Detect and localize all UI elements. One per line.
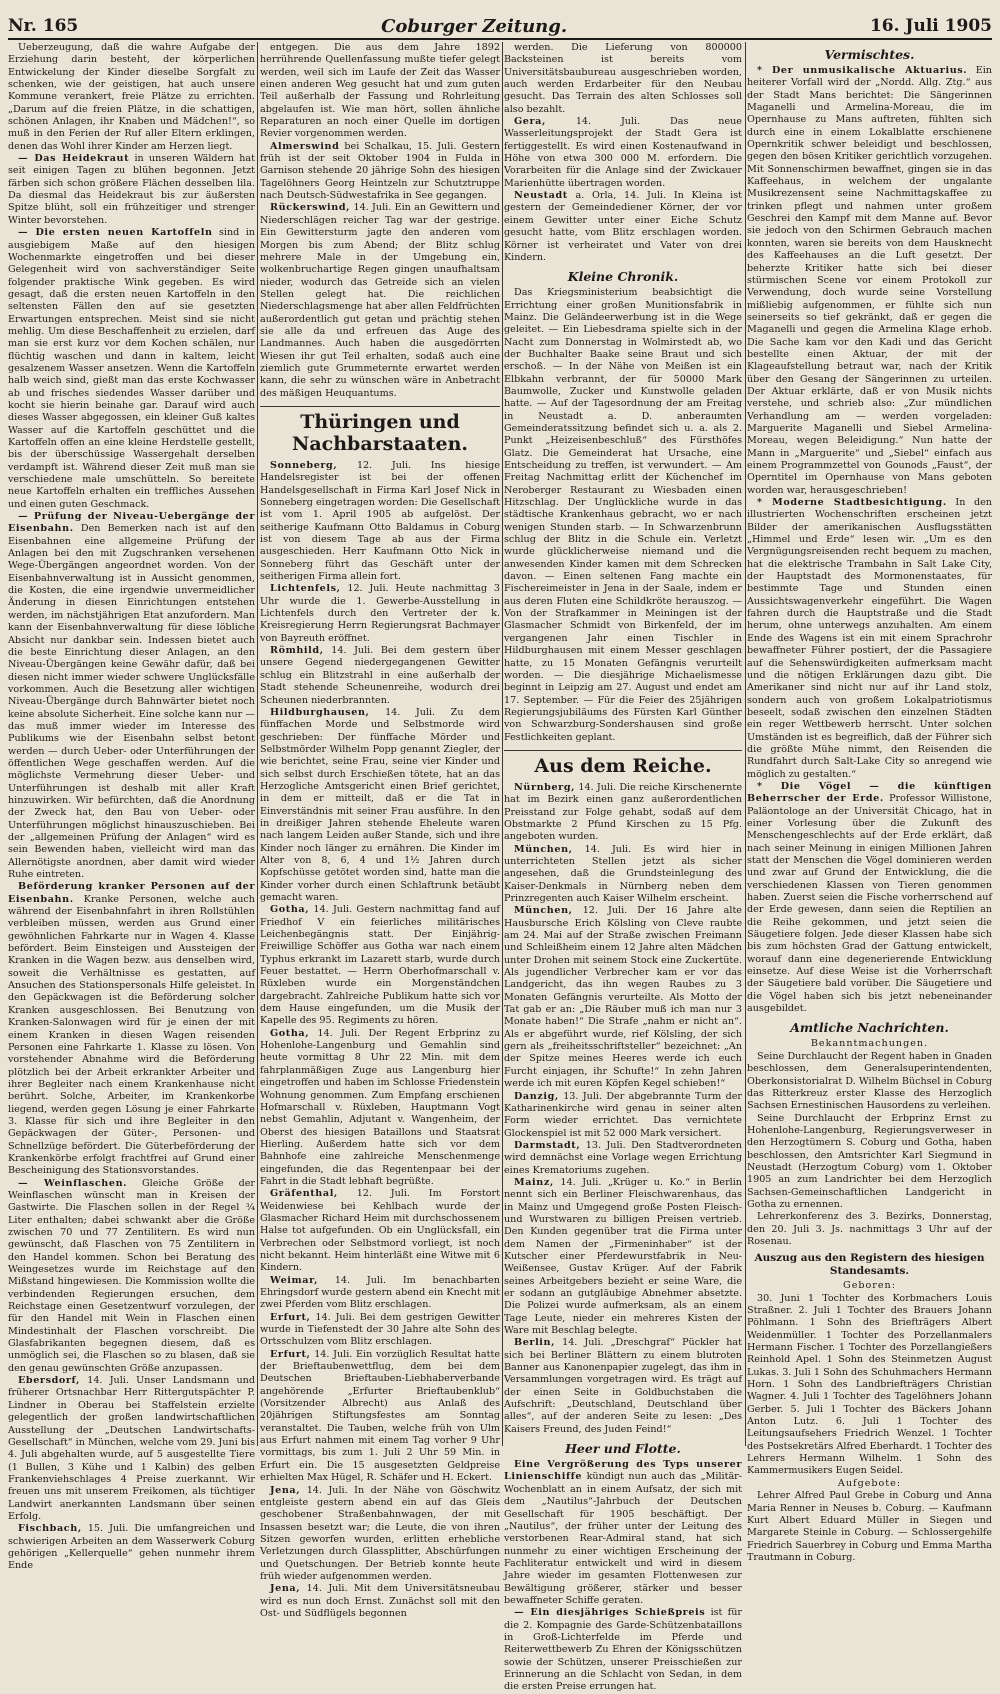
article-keyword: Sonneberg, — [270, 459, 338, 471]
article-keyword: Mainz, — [514, 1176, 554, 1188]
article-text: 12. Juli. Im Forstort Weidenwiese bei Kehlbach wurde der Glasmacher Richard Heim mit durchschossenem Halse tot aufgefunden. Ob ein Unglücksfall, ein Verbrechen oder Selbstmord vorliegt, ist noch nicht bekannt. Heim hinterläßt eine Witwe mit 6 Kindern. — [260, 1188, 500, 1274]
article-text: Kranke Personen, welche auch während der Eisenbahnfahrt in ihren Rollstühlen verbleiben müssen, werden aus Grund einer gewöhnlichen Fahrkarte nur in Wagen 4. Klasse befördert. Beim Einsteigen und Aussteigen der Kranken in die Wagen bezw. aus denselben wird, soweit die Verhältnisse es gestatten, auf Ansuchen des Stationspersonals Hilfe geleistet. In den Gepäckwagen ist die Beförderung solcher Kranken ausgeschlossen. Bei Benutzung von Kranken-Salonwagen wird für je einen der mit einem Kranken in diesen Wagen reisenden Personen eine Fahrkarte 1. Klasse zu lösen. Von vorstehender Abnahme wird die Beförderung plötzlich bei der Arbeit erkrankter Arbeiter und ihrer Begleiter nach einem Krankenhause nicht berührt. Solche, Arbeiter, im Krankenkorbe liegend, werden gegen Lösung je einer Fahrkarte 3. Klasse für sich und ihre Begleiter in den Gepäckwagen der Güter-, Personen- und Schnellzüge befördert. Die Güterbeförderung der Krankenkörbe erfolgt frachtfrei auf Grund einer Bescheinigung des Stationsvorstandes. — [8, 893, 255, 1177]
article-text: 14. Juli. In der Nähe von Göschwitz entgleiste gestern abend ein auf das Gleis geschobener Straßenbahnwagen, der mit Insassen besetzt war; die Leute, die von ihren Sitzen geworfen wurden, erlitten erhebliche Verletzungen durch Glassplitter, Abschürfungen und Quetschungen. Der Betrieb konnte heute früh wieder aufgenommen werden. — [260, 1484, 500, 1582]
article-keyword: Lichtenfels, — [270, 583, 341, 595]
article-paragraph — [747, 781, 992, 1016]
article-paragraph: Seine Durchlaucht der Erbprinz Ernst zu Hohenlohe-Langenburg, Regierungsverweser in den Herzogtümern S. Coburg und Gotha, haben beschlossen, den Amtsrichter Karl Siegmund in Neustadt (Herzogtum Coburg) vom 1. Oktober 1905 an zum Landrichter bei dem Herzoglich Sachsen-Gemeinschaftlichen Landgericht in Gotha zu ernennen. — [747, 1112, 992, 1210]
article-paragraph — [504, 1177, 742, 1337]
section-heading-kleine-chronik: Kleine Chronik. — [567, 269, 679, 285]
article-paragraph: Das Kriegsministerium beabsichtigt die Errichtung einer großen Munitionsfabrik in Mainz. Die Geländeerwerbung ist in die Wege geleitet. — Ein Liebesdrama spielte sich in der Nacht zum Donnerstag in Wolmirstedt ab, wo der Buchhalter Baake seine Braut und sich erschoß. — In der Nähe von Meißen ist ein Elbkahn verbrannt, der für 50000 Mark Baumwolle, Zucker und Kunstwolle geladen hatte. — Auf der Tagesordnung der am Freitag in Neustadt a. D. anberaumten Gemeinderatssitzung befindet sich u. a. als 2. Punkt „Heizeisenbeschluß“ des Fürsthöfes Glatz. Die Gemeinderat hat Ursache, eine Entscheidung zu treffen, ist verwundert. — Am Freitag Nachmittag erlitt der Küchenchef im Neroberger Restaurant zu Wiesbaden einen Hitzschlag. Der Unglückliche wurde in das städtische Krankenhaus gebracht, wo er nach wenigen Stunden starb. — In Schwarzenbrunn schlug der Blitz in die Schule ein. Verletzt wurde glücklicherweise niemand und die anwesenden Kinder kamen mit dem Schrecken davon. — Einen seltenen Fang machte ein Fischereimeister in Jena in der Saale, indem er aus deren Fluten eine Schildkröte herauszog. — Von der Strafkammer in Meiningen ist der Glasmacher Schmidt von Birkenfeld, der im vergangenen Jahr einen Tischler in Hildburghausen mit einem Messer geschlagen hatte, zu 15 Monaten Gefängnis verurteilt worden. — Die diesjährige Michaelismesse beginnt in Leipzig am 27. August und endet am 17. September. — Für die Feier des 25jährigen Regierungsjubiläums des Fürsten Karl Günther von Schwarzburg-Sondershausen sind große Festlichkeiten geplant. — [504, 287, 742, 743]
section-heading-heer-und-flotte: Heer und Flotte. — [565, 1441, 681, 1457]
article-paragraph — [504, 1091, 742, 1140]
article-keyword: Nürnberg, — [514, 781, 576, 793]
article-keyword: Erfurt, — [270, 1348, 311, 1360]
article-text: Den Bemerken nach ist auf den Eisenbahnen eine allgemeine Prüfung der Anlagen bei den mit Zugschranken versehenen Wege-Übergängen angeordnet worden. Von der Eisenbahnverwaltung ist in Aussicht genommen, die Kosten, die eine irgendwie unvermeidlicher Änderung in diesen Einrichtungen entstehen werden, im nächstjährigen Etat anzufordern. Man kann der Eisenbahnverwaltung für diese löbliche Absicht nur dankbar sein. Indessen bietet auch die beste Einrichtung dieser Anlagen, an den Niveau-Übergängen keine Gewähr dafür, daß bei diesen nicht immer wieder schwere Unglücksfälle vorkommen. Auch die Besetzung aller wichtigen Niveau-Übergänge durch Bahnwärter bietet noch keine absolute Sicherheit. Eine solche kann nur — das muß immer wieder im Interesse des Publikums wie der Eisenbahn selbst betont werden — durch Ueber- oder Unterführungen der öffentlichen Wege geschaffen werden. Auf die möglichste Vermehrung dieser Ueber- und Unterführungen ist deshalb mit aller Kraft hinzuwirken. Wir befürchten, daß die Anordnung der Zweck hat, den Bau von Ueber- oder Unterführungen möglichst hinauszuschieben. Bei der „allgemeinen Prüfung der Anlagen“ wird es sein Bewenden haben, vielleicht wird man das Allernötigste anordnen, aber damit wird wieder Ruhe eintreten. — [8, 523, 255, 881]
article-paragraph — [504, 1140, 742, 1177]
article-text: 14. Juli. Der Regent Erbprinz zu Hohenlohe-Langenburg und Gemahlin sind heute vormittag 8 Uhr 22 Min. mit dem fahrplanmäßigen Zuge aus Langenburg hier eingetroffen und haben im Schlosse Friedenstein Wohnung genommen. Zum Empfang erschienen Hofmarschall v. Rüxleben, Hauptmann Vogt nebst Gemahlin, Adjutant v. Wangenheim, der Oberst des hiesigen Bataillons und Staatsrat Hierling. Außerdem hatte sich vor dem Bahnhofe eine zahlreiche Menschenmenge eingefunden, die das Regentenpaar bei der Fahrt in die Stadt lebhaft begrüßte. — [260, 1027, 500, 1187]
article-paragraph — [8, 227, 255, 511]
article-text: In den illustrierten Wochenschriften erscheinen jetzt Bilder der amerikanischen Ausflugsstätten „Himmel und Erde“ lesen wir. „Um es den Vergnügungsreisenden recht bequem zu machen, hat die elektrische Trambahn in Salt Lake City, der Hauptstadt des Mormonenstaates, für bestimmte Tage und Stunden einen Aussichtswagenverkehr eingeführt. Die Wagen fahren durch die Hauptstraße und die Stadt herum, ohne unterwegs anzuhalten. Am einem Ende des Wagens ist ein mit einem Sprachrohr bewaffneter Führer postiert, der die Passagiere auf die Sehenswürdigkeiten aufmerksam macht und die nötigen Erklärungen dazu gibt. Die Amerikaner sind nicht nur auf ihr Land stolz, sondern auch von großem Lokalpatriotismus beseelt, sodaß zwischen den einzelnen Städten ein reger Wettbewerb herrscht. Unter solchen Umständen ist es begreiflich, daß der Führer sich die größte Mühe nimmt, den Reisenden die Rundfahrt durch Salt-Lake City so anregend wie möglich zu gestalten.“ — [747, 497, 992, 780]
column-4 — [747, 42, 992, 1563]
article-keyword: Gräfenthal, — [270, 1188, 338, 1200]
article-paragraph: 30. Juni 1 Tochter des Korbmachers Louis Straßner. 2. Juli 1 Tochter des Brauers Johann Pöhlmann. 1 Sohn des Briefträgers Albert Weidenmüller. 1 Tochter des Porzellanmalers Hermann Fischer. 1 Tochter des Porzellangießers Reinhold Apel. 1 Sohn des Steinmetzen August Lukas. 3. Juli 1 Sohn des Schuhmachers Hermann Horn. 1 Sohn des Landbriefträgers Christian Wagner. 4. Juli 1 Tochter des Tagelöhners Johann Gerber. 5. Juli 1 Tochter des Bäckers Johann Anton Lutz. 6. Juli 1 Tochter des Leitungsaufsehers Friedrich Wenzel. 1 Tochter des Postsekretärs Alfred Eberhardt. 1 Tochter des Lehrers Hermann Wilhelm. 1 Sohn des Kammermusikers Eugen Seidel. — [747, 1292, 992, 1477]
article-text: 14. Juli. Bei dem gestrigen Gewitter wurde in Tiefenstedt der 30 Jahre alte Sohn des Ortsschulzen vom Blitz erschlagen. — [260, 1311, 500, 1348]
article-text: 12. Juli. Heute nachmittag 3 Uhr wurde die 1. Gewerbe-Ausstellung in Lichtenfels durch den Vertreter der k. Kreisregierung Herrn Regierungsrat Bachmayer von Bayreuth eröffnet. — [260, 583, 500, 644]
article-keyword: Gera, — [514, 116, 546, 128]
article-text: bei Schalkau, 15. Juli. Gestern früh ist der seit Oktober 1904 in Fulda in Garnison stehende 20 jährige Sohn des hiesigen Tagelöhners Georg Heintzeln zur Schutztruppe nach Deutsch-Südwestafrika in See gegangen. — [260, 140, 500, 202]
article-text: 14. Juli. Ein an Gewittern und Niederschlägen reicher Tag war der gestrige. Ein Gewittersturm jagte den anderen vom Morgen bis zum Abend; der Blitz schlug mehrere Male in der Umgebung ein, wolkenbruchartige Regen gingen unaufhaltsam nieder, wodurch das Getreide sich an vielen Stellen gelegt hat. Die reichlichen Niederschlagsmenge hat aber allen Feldfrüchten außerordentlich gut getan und prächtig stehen sie alle da und erfreuen das Auge des Landmannes. Auch haben die ausgedörrten Wiesen ihr gut Teil erhalten, sodaß auch eine ziemlich gute Grummeternte erwartet werden kann, die sehr zu wünschen wäre in Anbetracht des mäßigen Heuquantums. — [260, 202, 501, 399]
section-heading-amtliche-nachrichten: Amtliche Nachrichten. — [790, 1020, 949, 1036]
article-text: 14. Juli. Das neue Wasserleitungsprojekt der Stadt Gera ist fertiggestellt. Es wird einen Kostenaufwand in Höhe von etwa 300 000 M. erfordern. Die Vorarbeiten für die Anlage sind der Zwickauer Marienhütte übertragen worden. — [504, 116, 742, 189]
article-keyword: Erfurt, — [270, 1311, 311, 1323]
article-keyword: Ebersdorf, — [18, 1375, 80, 1387]
article-paragraph — [260, 1485, 500, 1584]
article-keyword: — Ein diesjähriges Schießpreis — [514, 1607, 706, 1619]
article-keyword: Rückerswind, — [270, 202, 351, 214]
article-keyword: Almerswind — [270, 140, 340, 152]
article-keyword: — Prüfung der Niveau-Uebergänge der Eisenbahn. — [8, 511, 255, 535]
article-keyword: * Moderne Stadtbesichtigung. — [757, 497, 947, 509]
article-paragraph — [504, 1337, 742, 1436]
section-heading-vermischtes: Vermischtes. — [824, 47, 915, 62]
article-paragraph — [260, 460, 500, 583]
article-paragraph — [8, 1375, 255, 1523]
article-text: 14. Juli. „Krüger u. Ko.“ in Berlin nennt sich ein Berliner Fleischwarenhaus, das in Mainz und Umgegend große Posten Fleisch- und Wurstwaren zu billigen Preisen vertrieb. Den Kunden gegenüber trat die Firma unter dem Namen der „Firmeninhaber“ ist der Kutscher einer Pferdewurstfabrik in Neu-Weißensee, Gustav Krüger. Auf der Fabrik seines Arbeitgebers bezieht er seine Ware, die er sodann an gutgläubige Abnehmer absetzte. Die Polizei wurde aufmerksam, als an einem Tage Leute, nieder ein mehreres Kisten der Ware mit Beschlag belegte. — [504, 1176, 742, 1337]
article-paragraph — [260, 583, 500, 645]
column-2 — [260, 42, 501, 1619]
article-paragraph — [504, 905, 742, 1090]
article-paragraph — [8, 1178, 255, 1376]
article-keyword: Beförderung kranker Personen auf der Eisenbahn. — [8, 881, 255, 905]
article-paragraph — [260, 645, 500, 707]
article-keyword: München, — [514, 843, 573, 855]
article-paragraph: Ueberzeugung, daß die wahre Aufgabe der Erziehung darin besteht, der körperlichen Entwickelung der Kinder dieselbe Sorgfalt zu schenken, wie der geistigen, hat auch unsere Kommune verankert, freie Plätze zu errichten. „Darum auf die freien Plätze, in die schattigen, schönen Anlagen, ihr Knaben und Mädchen!“, so muß in den Ferien der Ruf aller Eltern erklingen, denen das Wohl ihrer Kinder am Herzen liegt. — [8, 42, 255, 152]
article-paragraph — [504, 190, 742, 264]
article-paragraph — [504, 844, 742, 906]
page-header — [8, 14, 992, 38]
article-keyword: — Die ersten neuen Kartoffeln — [18, 227, 213, 239]
article-text: Professor Willistone, Paläontologe an der Universität Chicago, hat in einer Vorlesung über die Zukunft des Menschengeschlechts auf der Erde erklärt, daß nach seiner Meinung in einigen Millionen Jahren statt der Menschen die Vögel dominieren werden und zwar auf Grund der Entwicklung, die die verschiedenen Klassen von Tieren genommen haben. Zuerst seien die Fische vorherrschend auf der Erde gewesen, dann seien die Reptilien an die Reihe gekommen, und jetzt seien die Säugetiere folgen. Jede dieser Klassen habe sich bis zum höchsten Grad der Gattung entwickelt, worauf dann eine degenerierende Entwicklung einsetze. Auf diese Weise ist die Vorherrschaft der Säugetiere bald vorüber. Die Säugetiere und die Vögel haben sich bis jetzt nebeneinander ausgebildet. — [747, 793, 992, 1015]
column-divider — [745, 42, 746, 1446]
article-text: 14. Juli. Bei dem gestern über unsere Gegend niedergegangenen Gewitter schlug ein Blitzstrahl in eine außerhalb der Stadt stehende Scheunenreihe, wodurch drei Scheunen niederbrannten. — [260, 645, 500, 706]
article-paragraph — [260, 904, 500, 1027]
article-paragraph — [8, 881, 255, 1177]
article-text: 14. Juli. Es wird hier in unterrichteten Stellen jetzt als sicher angesehen, daß die Grundsteinlegung des Kaiser-Denkmals in Nürnberg neben dem Prinzregenten auch Kaiser Wilhelm erscheint. — [504, 843, 742, 904]
article-text: 13. Juli. Der abgebrannte Turm der Katharinenkirche wird genau in seiner alten Form wieder errichtet. Das vernichtete Glockenspiel ist mit 52 000 Mark versichert. — [504, 1090, 742, 1139]
article-text: ist für die 2. Kompagnie des Garde-Schützenbataillons in Groß-Lichterfelde im Pferde und Reiterwettbewerb Zu Ehren der Königsschützen sowie der Schützen, unserer Preisschießen zur Erinnerung an die Schlacht von Sedan, in dem die ersten Preise errungen hat. — [504, 1607, 742, 1693]
article-text: 12. Juli. Ins hiesige Handelsregister ist bei der offenen Handelsgesellschaft in Firma Karl Josef Nick in Sonneberg eingetragen worden: Die Gesellschaft ist vom 1. April 1905 ab aufgelöst. Der seitherige Kaufmann Otto Baldamus in Coburg ist von diesem Tage ab aus der Firma ausgeschieden. Herr Kaufmann Otto Nick in Sonneberg führt das Geschäft unter der seitherigen Firma allein fort. — [260, 459, 500, 583]
column-divider — [502, 42, 503, 1446]
article-paragraph — [8, 1523, 255, 1572]
article-text: 12. Juli. Der 16 Jahre alte Hausbursche Erich Kölsling von Cleve raubte am 24. Mai auf der Straße zwischen Freimann und Schleißheim einem 12 Jahre alten Mädchen unter Drohen mit seinem Stock eine Zuckertüte. Als jugendlicher Verbrecher kam er vor das Landgericht, das ihn wegen Raubes zu 3 Monaten Gefängnis verurteilte. Als Motto der Tat gab er an: „Die Räuber muß ich man nur 3 Monate haben!“ Die Strafe „nahm er nicht an“. Als er abgeführt wurde, rief Kölsling, der sich gern als „freiheitsschriftsteller“ bezeichnet: „An der Spitze meines Heeres werde ich euch Furcht einjagen, ihr Schufte!“ In zehn Jahren werde ich mit euren Köpfen Kegel schieben!“ — [504, 905, 742, 1090]
article-text: 14. Juli. Unser Landsmann und früherer Ortsnachbar Herr Rittergutspächter P. Lindner in Oberau bei Staffelstein erzielte gelegentlich der großen landwirtschaftlichen Ausstellung der „Deutschen Landwirtschafts-Gesellschaft“ in München, welche vom 29. Juni bis 4. Juli abgehalten wurde, auf 5 ausgestellte Tiere (1 Bullen, 3 Kühe und 1 Kalbin) des gelben Frankenviehschlages 4 Preise zuerkannt. Wir freuen uns mit unserem Freikomen, als tüchtiger Landwirt anerkannten Landsmann über seinen Erfolg. — [8, 1375, 255, 1522]
article-text: 15. Juli. Die umfangreichen und schwierigen Arbeiten an dem Wasserwerk Coburg gehörigen „Kellerquelle“ gehen nunmehr ihrem Ende — [8, 1523, 255, 1572]
article-keyword: Jena, — [270, 1484, 301, 1496]
article-paragraph: werden. Die Lieferung von 800000 Backsteinen ist bereits vom Universitätsbaubureau ausgeschrieben worden, auch werden Erdarbeiter für den Neubau gesucht. Das Terrain des alten Schlosses soll also bezahlt. — [504, 42, 742, 115]
article-keyword: Gotha, — [270, 1027, 310, 1039]
article-paragraph — [504, 1459, 742, 1607]
article-paragraph: Lehrer Alfred Paul Grebe in Coburg und Anna Maria Renner in Neuses b. Coburg. — Kaufmann Kurt Albert Eduard Müller in Siegen und Margarete Steinle in Coburg. — Schlossergehilfe Friedrich Sauerbrey in Coburg und Emma Martha Trautmann in Coburg. — [747, 1490, 992, 1563]
article-keyword: Danzig, — [514, 1090, 559, 1102]
article-keyword: * Der unmusikalische Aktuarius. — [757, 65, 968, 76]
article-paragraph — [260, 1312, 500, 1349]
issue-number: Nr. 165 — [8, 16, 79, 36]
column-divider — [257, 42, 258, 1446]
column-1 — [8, 42, 255, 1572]
article-paragraph — [260, 1349, 500, 1485]
article-paragraph — [747, 497, 992, 781]
article-text: Ein heiterer Vorfall wird der „Nordd. Allg. Ztg.“ aus der Stadt Mans berichtet: Die Sängerinnen Maganelli und Armelina-Moreau, die im Opernhause zu Mans auftreten, fühlten sich durch eine in einem Lokalblatte erschienene Opernkritik schwer beleidigt und beschlossen, gegen den bösen Kritiker gerichtlich vorzugehen. Mit Sonnenschirmen bewaffnet, gingen sie in das Kaffeehaus, in welchem der ungalante Musikrezensent seine Nachmittagskaffee zu trinken pflegt und nahmen unter großem Geschrei den Kampf mit dem Manne auf. Bevor sie jedoch von den Schirmen Gebrauch machen konnten, waren sie bereits von dem Hausknecht des Kaffeehauses an die Luft gesetzt. Der beherzte Kritiker hatte sich bei dieser stürmischen Scene vor einem Protokoll zur Verwendung, doch wurde seine Vorstellung mißliebig aufgenommen, er fühlte sich nun seinerseits so tief gekränkt, daß er gegen die Maganelli und gegen die Armelina Klage erhob. Die Sache kam vor den Kadi und das Gericht bestellte einen Aktuar, der mit der Klageaufstellung betraut war, nach der Kritik über den Gesang der Sängerinnen zu urteilen. Der Aktuar erklärte, daß er von Musik nichts verstehe, und schrieb also: „Zur mündlichen Verhandlung am — werden vorgeladen: Marguerite Maganelli und Siebel Armelina-Moreau, wegen Beleidigung.“ Nun hatte der Mann in „Marguerite“ und „Siebel“ einfach aus einem Programmzettel von Gounods „Faust“, der Operntitel im Opernhause von Mans geboten worden war, herausgeschrieben! — [747, 65, 992, 496]
article-keyword: — Weinflaschen. — [18, 1177, 128, 1189]
article-text: in unseren Wäldern hat seit einigen Tagen zu blühen begonnen. Jetzt färben sich schon größere Flächen desselben lila. Da diesmal das Heidekraut bis zur äußersten Spitze blüht, soll ein frühzeitiger und strenger Winter bevorstehen. — [8, 153, 255, 226]
article-paragraph: Seine Durchlaucht der Regent haben in Gnaden beschlossen, dem Generalsuperintendenten, Oberkonsistorialrat D. Wilhelm Büchsel in Coburg das Ritterkreuz erster Klasse des Herzoglich Sachsen Ernestinischen Hausordens zu verleihen. — [747, 1050, 992, 1112]
article-keyword: München, — [514, 905, 573, 917]
article-keyword: Römhild, — [270, 645, 324, 657]
article-text: a. Orla, 14. Juli. In Kleina ist gestern der Gemeindediener Körner, der vor einem Gewitter unter einer Eiche Schutz gesucht hatte, vom Blitz erschlagen worden. Körner ist verheiratet und Vater von drei Kindern. — [504, 190, 742, 263]
issue-date: 16. Juli 1905 — [869, 16, 992, 36]
article-keyword: * Die Vögel — die künftigen Beherrscher der Erde. — [747, 780, 992, 805]
article-text: kündigt nun auch das „Militär-Wochenblatt an in einem Aufsatz, der sich mit dem „Nautilus“-Jahrbuch der Deutschen Gesellschaft für 1905 beschäftigt. Der „Nautilus“, der früher unter der Leitung des verstorbenen Rear-Admiral stand, hat sich nunmehr zu einer wichtigen Erscheinung der Fachliteratur entwickelt und wird in diesem Jahre wieder im gesamten Flottenwesen zur Bewältigung größerer, stärker und besser bewaffneter Schiffe geraten. — [504, 1471, 742, 1606]
article-keyword: Berlin, — [514, 1337, 556, 1349]
article-paragraph — [504, 1607, 742, 1693]
article-paragraph — [260, 202, 500, 400]
article-text: 14. Juli. Zu dem fünffachen Morde und Selbstmorde wird geschrieben: Der fünffache Mörder und Selbstmörder Wilhelm Popp genannt Ziegler, der wie berichtet, seine Frau, seine vier Kinder und sich selbst durch Erschießen tötete, hat an das Herzogliche Amtsgericht einen Brief gerichtet, in dem er mitteilt, daß er die Tat in Einverständnis mit seiner Frau ausführe. In den in dreißiger Jahren stehende Eheleute waren nach langem Leiden außer Stande, sich und ihre Kinder noch länger zu ernähren. Die Kinder im Alter von 8, 6, 4 und 1½ Jahren durch Kopfschüsse getötet worden sind, hatte man die Kinder vorher durch einen Schlaftrunk betäubt gemacht waren. — [260, 706, 500, 903]
section-heading-aus-dem-reiche: Aus dem Reiche. — [504, 750, 742, 777]
newspaper-title: Coburger Zeitung. — [381, 15, 568, 37]
article-paragraph: entgegen. Die aus dem Jahre 1892 herrührende Quellenfassung mußte tiefer gelegt werden, weil sich im Laufe der Zeit das Wasser einen anderen Weg gesucht hat und zum guten Teil außerhalb der Fassung und Rohrleitung abgelaufen ist. Wie man hört, sollen ähnliche Reparaturen an noch einer Quelle im dortigen Revier vorgenommen werden. — [260, 42, 500, 140]
section-heading-standesamt: Auszug aus den Registern des hiesigen Standesamts. — [754, 1252, 985, 1278]
article-paragraph — [260, 707, 500, 905]
article-text: 14. Juli. Die reiche Kirschenernte hat im Bezirk einen ganz außerordentlichen Preisstand zur Folge gehabt, sodaß auf dem Obstmarkte 2 Pfund Kirschen zu 15 Pfg. angeboten wurden. — [504, 781, 742, 843]
article-paragraph — [8, 511, 255, 881]
article-keyword: Weimar, — [270, 1274, 319, 1286]
article-text: Gleiche Größe der Weinflaschen wünscht man in Kreisen der Gastwirte. Die Flaschen sollen in der Regel ¾ Liter enthalten; dabei schwankt aber die Größe zwischen 70 und 77 Zentilitern. Es wird nun gewünscht, daß Flaschen von 75 Zentilitern in den Handel kommen. Schon bei Beratung des Weingesetzes wurde im Reichstage auf den Mißstand hingewiesen. Die Kommission wollte die verbindenden Regierungen ersuchen, dem Reichstage einen Gesetzentwurf vorzulegen, der für den Handel mit Wein in Flaschen einen Mindestinhalt der Flaschen vorschreibt. Die Glasfabrikanten begegnen diesem, daß es unmöglich sei, die Flaschen so zu blasen, daß sie den genau gewünschten Größe anzupassen. — [8, 1177, 255, 1374]
article-paragraph — [504, 782, 742, 844]
section-heading-thueringen: Thüringen und Nachbarstaaten. — [260, 406, 500, 455]
article-text: 13. Juli. Den Stadtverordneten wird demnächst eine Vorlage wegen Errichtung eines Krematoriums zugehen. — [504, 1139, 742, 1176]
article-paragraph — [8, 153, 255, 227]
subheading-bekanntmachungen: Bekanntmachungen. — [810, 1038, 929, 1050]
article-keyword: Hildburghausen, — [270, 706, 370, 718]
article-paragraph — [747, 65, 992, 497]
article-keyword: Jena, — [270, 1583, 301, 1595]
article-paragraph — [260, 1583, 500, 1620]
article-keyword: Gotha, — [270, 904, 310, 916]
article-paragraph — [260, 1028, 500, 1188]
article-paragraph: Lehrerkonferenz des 3. Bezirks, Donnerstag, den 20. Juli 3. Js. nachmittags 3 Uhr auf der Rosenau. — [747, 1211, 992, 1247]
article-text: 14. Juli. Gestern nachmittag fand auf Friedhof V ein feierliches militärisches Leichenbegängnis statt. Der Einjährig-Freiwillige Schöffer aus Gotha war nach einem Typhus erkrankt im Lazarett starb, wurde durch Feuer bestattet. — Herrn Oberhofmarschall v. Rüxleben wurde ein Morgenständchen dargebracht. Zahlreiche Publikum hatte sich vor dem Hause eingefunden, um die Musik der Kapelle des 95. Regiments zu hören. — [260, 904, 500, 1027]
article-keyword: Neustadt — [514, 190, 568, 202]
article-paragraph — [504, 116, 742, 190]
article-text: sind in ausgiebigem Maße auf den hiesigen Wochenmarkte eingetroffen und bei dieser Gelegenheit wird von sachverständiger Seite folgender praktische Wink gegeben. Es wird gesagt, daß die ersten neuen Kartoffeln in den seltensten Fällen den auf sie gesetzten Erwartungen entsprechen. Meist sind sie nicht mehlig. Um diese Beschaffenheit zu erzielen, darf man sie erst kurz vor dem Kochen schälen, nur flüchtig waschen und dann in kaltem, leicht gesalzenem Wasser ansetzen. Wenn die Kartoffeln halb weich sind, gießt man das erste Kochwasser ab und frisches siedendes Wasser darüber und kocht sie hierin beinahe gar. Darauf wird auch dieses Wasser abgegossen, ein kleiner Guß kaltes Wasser auf die Kartoffeln geschüttet und die Kartoffeln offen an eine kleine Herdstelle gestellt, bis der überschüssige Wassergehalt derselben verdampft ist. Während dieser Zeit muß man sie verschiedene male umschütteln. So bereitete neue Kartoffeln erhalten ein treffliches Aussehen und einen guten Geschmack. — [8, 227, 255, 510]
article-text: 14. Juli. Im benachbarten Ehringsdorf wurde gestern abend ein Knecht mit zwei Pferden vom Blitz erschlagen. — [260, 1274, 500, 1311]
article-paragraph — [260, 141, 500, 203]
article-keyword: Fischbach, — [18, 1523, 82, 1535]
article-keyword: Eine Vergrößerung des Typs unserer Linienschiffe — [504, 1459, 742, 1483]
header-rule — [8, 38, 992, 40]
article-keyword: — Das Heidekraut — [18, 153, 130, 165]
article-paragraph — [260, 1275, 500, 1312]
subheading-aufgebote: Aufgebote: — [837, 1477, 902, 1489]
article-keyword: Darmstadt, — [514, 1139, 581, 1151]
article-text: 14. Juli. Mit dem Universitätsneubau wird es nun doch Ernst. Zunächst soll mit den Ost- und Südflügels begonnen — [260, 1583, 500, 1619]
article-text: 14. Juli. Ein vorzüglich Resultat hatte der Brieftaubenwettflug, dem bei dem Deutschen Brieftauben-Liebhaberverbande angehörende „Erfurter Brieftaubenklub“ (Vorsitzender Albrecht) aus Anlaß des 20jährigen Stiftungsfestes am Sonntag veranstaltet. Die Tauben, welche früh von Ulm aus Erfurt nahmen mit einem Tag vorher 9 Uhr vormittags, bis zum 1. Juli 2 Uhr 59 Min. in Erfurt ein. Die 15 ausgesetzten Geldpreise erhielten Max Hügel, R. Schäfer und H. Eckert. — [260, 1348, 500, 1484]
article-paragraph — [260, 1188, 500, 1274]
article-text: 14. Juli. „Dreschgraf“ Pückler hat sich bei Berliner Blättern zu einem blutroten Banner aus Kanonenpapier zugelegt, das ihm in Versammlungen vorgetragen wird. Es trägt auf der einen Seite in Goldbuchstaben die Aufschrift: „Deutschland, Deutschland über alles“, auf der anderen Seite zu lesen: „Des Kaisers Freund, des Juden Feind!“ — [504, 1337, 742, 1435]
column-3 — [504, 42, 742, 1693]
subheading-geboren: Geboren: — [843, 1280, 896, 1292]
